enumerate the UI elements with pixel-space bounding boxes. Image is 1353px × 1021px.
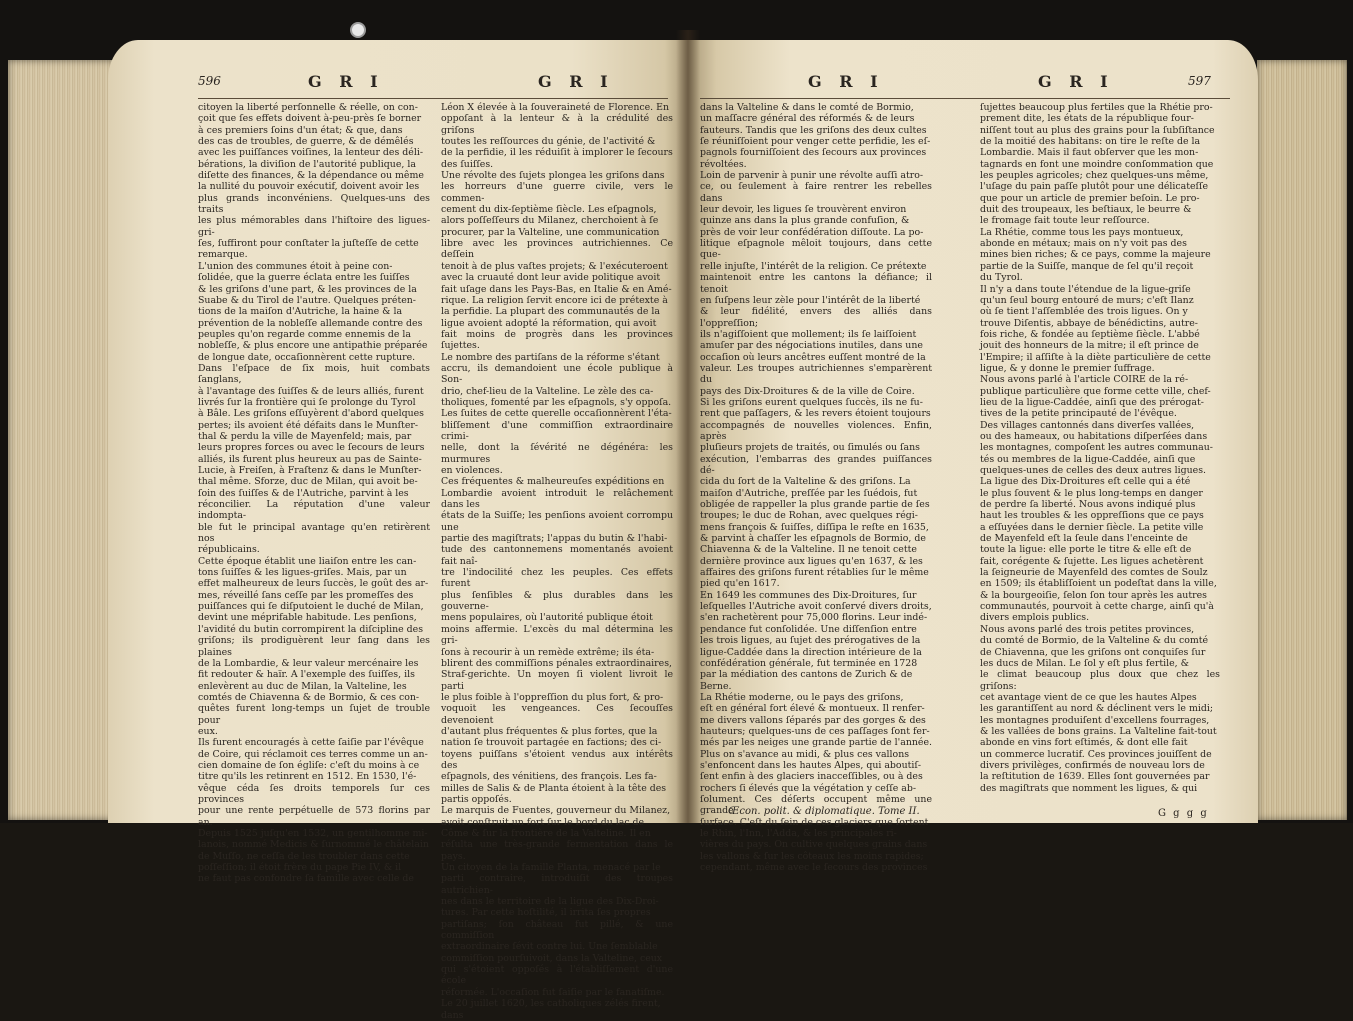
left-head-col2: G R I xyxy=(538,72,614,91)
clip-icon xyxy=(350,22,366,38)
right-column-1: dans la Valteline & dans le comté de Bormio, un maſſacre général des réformés & de leurs fauteurs. Tandis que les griſons des deux cultes ſe réuniſſoient pour venger cette perfidie, les eſ- pagnols fourniſſoient des ſecours aux provinces révoltées. Loin de parvenir à punir une révolte auſſi atro- ce, ou ſeulement à faire rentrer les rebelles dans leur devoir, les ligues ſe trouvèrent environ quinze ans dans la plus grande confuſion, & près de voir leur confédération diſſoute. La po- litique eſpagnole mêloit toujours, dans cette que- relle injuſte, l'intérêt de la religion. Ce prétexte maintenoit entre les cantons la défiance; il tenoit en ſuſpens leur zèle pour l'intérêt de la liberté & leur fidélité, envers des alliés dans l'oppreſſion; ils n'agiſſoient que mollement; ils ſe laiſſoient amuſer par des négociations inutiles, dans une occaſion où leurs ancêtres euſſent montré de la valeur. Les troupes autrichiennes s'emparèrent du pays des Dix-Droitures & de la ville de Coire. Si les griſons eurent quelques ſuccès, ils ne fu- rent que paſſagers, & les revers étoient toujours accompagnés de nouvelles violences. Enfin, après pluſieurs projets de traités, ou ſimulés ou ſans exécution, l'embarras des grandes puiſſances dé- cida du ſort de la Valteline & des griſons. La maiſon d'Autriche, preſſée par les ſuédois, fut obligée de rappeller la plus grande partie de ſes troupes; le duc de Rohan, avec quelques régi- mens françois & ſuiſſes, diſſipa le reſte en 1635, & parvint à chaſſer les eſpagnols de Bormio, de Chiavenna & de la Valteline. Il ne tenoit cette dernière province aux ligues qu'en 1637, & les affaires des griſons furent rétablies ſur le même pied qu'en 1617. En 1649 les communes des Dix-Droitures, ſur leſquelles l'Autriche avoit conſervé divers droits, s'en rachetèrent pour 75,000 florins. Leur indé- pendance fut conſolidée. Une diſſenſion entre les trois ligues, au ſujet des prérogatives de la ligue-Caddée dans la direction intérieure de la confédération générale, fut terminée en 1728 par la médiation des cantons de Zurich & de Berne. La Rhétie moderne, ou le pays des griſons, eſt en général fort élevé & montueux. Il renfer- me divers vallons ſéparés par des gorges & des hauteurs; quelques-uns de ces paſſages ſont fer- més par les neiges une grande partie de l'année. Plus on s'avance au midi, & plus ces vallons s'enfoncent dans les hautes Alpes, qui aboutiſ- ſent enfin à des glaciers inacceſſibles, ou à des rochers ſi élevés que la végétation y ceſſe ab- ſolument. Ces déſerts occupent même une grande ſurface. C'eſt du ſein de ces glaciers que ſortent le Rhin, l'Inn, l'Adda, & les principales ri- vières du pays. On cultive quelques grains dans les vallons & ſur les côteaux les moins rapides; cependant, même avec le ſecours des provinces xyxy=(700,102,932,874)
left-page-edges xyxy=(8,60,118,820)
right-head-col1: G R I xyxy=(808,72,884,91)
right-signature-mark: G g g g xyxy=(1158,808,1209,819)
left-page xyxy=(108,40,688,1021)
right-footer-title: Œcon. polit. & diplomatique. Tome II. xyxy=(728,806,920,817)
left-page-number: 596 xyxy=(198,74,221,88)
right-head-col2: G R I xyxy=(1038,72,1114,91)
left-running-head xyxy=(108,72,688,94)
right-page xyxy=(688,40,1258,874)
right-header-rule xyxy=(700,98,1230,99)
right-running-head xyxy=(688,72,1258,94)
book-gutter xyxy=(676,30,700,823)
left-head-col1: G R I xyxy=(308,72,384,91)
right-page-edges xyxy=(1257,60,1347,820)
left-column-2: Léon X élevée à la ſouveraineté de Florence. En oppoſant à la lenteur & à la crédulité des griſons toutes les reſſources du génie, de l'activité & de la perfidie, il les réduiſit à implorer le ſecours des ſuiſſes. Une révolte des ſujets plongea les griſons dans les horreurs d'une guerre civile, vers le commen- cement du dix-ſeptième ſiècle. Les eſpagnols, alors poſſeſſeurs du Milanez, cherchoient à ſe procurer, par la Valteline, une communication libre avec les provinces autrichiennes. Ce deſſein tenoit à de plus vaſtes projets; & l'exécuteroent avec la cruauté dont leur avide politique avoit fait uſage dans les Pays-Bas, en Italie & en Amé- rique. La religion ſervit encore ici de prétexte à la perfidie. La plupart des communautés de la ligue avoient adopté la réformation, qui avoit fait moins de progrès dans les provinces ſujettes. Le nombre des partiſans de la réforme s'étant accru, ils demandoient une école publique à Son- drio, chef-lieu de la Valteline. Le zèle des ca- tholiques, fomenté par les eſpagnols, s'y oppoſa. Les ſuites de cette querelle occaſionnèrent l'éta- bliſſement d'une commiſſion extraordinaire crimi- nelle, dont la ſévérité ne dégénéra: les murmures en violences. Ces fréquentes & malheureuſes expéditions en Lombardie avoient introduit le relâchement dans les états de la Suiſſe; les penſions avoient corrompu une partie des magiſtrats; l'appas du butin & l'habi- tude des cantonnemens momentanés avoient fait naî- tre l'indocilité chez les peuples. Ces effets furent plus ſenſibles & plus durables dans les gouverne- mens populaires, où l'autorité publique étoit moins affermie. L'excès du mal détermina les gri- ſons à recourir à un remède extrême; ils éta- blirent des commiſſions pénales extraordinaires, Straf-gerichte. Un moyen ſi violent livroit le parti le plus foible à l'oppreſſion du plus fort, & pro- voquoit les vengeances. Ces ſecouſſes devenoient d'autant plus fréquentes & plus fortes, que la nation ſe trouvoit partagée en factions; des ci- toyens puiſſans s'étoient vendus aux intérêts des eſpagnols, des vénitiens, des françois. Les fa- milles de Salis & de Planta étoient à la tête des partis oppoſés. Le marquis de Fuentes, gouverneur du Milanez, avoit conſtruit un fort ſur le bord du lac de Côme & ſur la frontière de la Valteline. Il en réſulta une très-grande fermentation dans le pays. Un citoyen de la famille Planta, menacé par le parti contraire, introduiſit des troupes autrichien- nes dans le territoire de la ligue des Dix-Droi- tures. Par cette hoſtilité, il irrita ſes propres partiſans; ſon château fut pillé, & une commiſſion extraordinaire ſévit contre lui. Une ſemblable commiſſion pourſuivoit, dans la Valteline, ceux qui s'étoient oppoſés à l'établiſſement d'une école réformée. L'occaſion fut ſaiſie par le fanatiſme. Le 20 juillet 1620, les catholiques zélés firent, dans xyxy=(441,102,673,1021)
left-header-rule xyxy=(198,98,668,99)
left-column-1: citoyen la liberté perſonnelle & réelle, on con- çoit que ſes effets doivent à-peu-près ſe borner à ces premiers ſoins d'un état; & que, dans des cas de troubles, de guerre, & de démêlés avec les puiſſances voiſines, la lenteur des déli- bérations, la diviſion de l'autorité publique, la diſette des finances, & la dépendance ou même la nullité du pouvoir exécutif, doivent avoir les plus grands inconvéniens. Quelques-uns des traits les plus mémorables dans l'hiſtoire des ligues-gri- ſes, ſuffiront pour conſtater la juſteſſe de cette remarque. L'union des communes étoit à peine con- ſolidée, que la guerre éclata entre les ſuiſſes & les griſons d'une part, & les provinces de la Suabe & du Tirol de l'autre. Quelques préten- tions de la maiſon d'Autriche, la haine & la prévention de la nobleſſe allemande contre des peuples qu'on regarde comme ennemis de la nobleſſe, & plus encore une antipathie préparée de longue date, occaſionnèrent cette rupture. Dans l'eſpace de ſix mois, huit combats ſanglans, à l'avantage des ſuiſſes & de leurs alliés, furent livrés ſur la frontière qui ſe prolonge du Tyrol à Bâle. Les griſons eſſuyèrent d'abord quelques pertes; ils avoient été défaits dans le Munſter- thal & perdu la ville de Mayenfeld; mais, par leurs propres forces ou avec le ſecours de leurs alliés, ils furent plus heureux au pas de Sainte- Lucie, à Freiſen, à Fraſtenz & dans le Munſter- thal même. Sforze, duc de Milan, qui avoit be- ſoin des ſuiſſes & de l'Autriche, parvint à les réconcilier. La réputation d'une valeur indompta- ble fut le principal avantage qu'en retirèrent nos républicains. Cette époque établit une liaiſon entre les can- tons ſuiſſes & les ligues-griſes. Mais, par un effet malheureux de leurs ſuccès, le goût des ar- mes, réveillé ſans ceſſe par les promeſſes des puiſſances qui ſe diſputoient le duché de Milan, devint une méprifable habitude. Les penſions, l'avidité du butin corrompirent la diſcipline des griſons; ils prodiguèrent leur ſang dans les plaines de la Lombardie, & leur valeur mercénaire les fit redouter & haïr. A l'exemple des ſuiſſes, ils enlevèrent au duc de Milan, la Valteline, les comtés de Chiavenna & de Bormio, & ces con- quêtes furent long-temps un ſujet de trouble pour eux. Ils furent encouragés à cette ſaiſie par l'évêque de Coire, qui réclamoit ces terres comme un an- cien domaine de ſon égliſe: c'eſt du moins à ce titre qu'ils les retinrent en 1512. En 1530, l'é- vêque céda ſes droits temporels ſur ces provinces pour une rente perpétuelle de 573 florins par an. Depuis 1525 juſqu'en 1532, un gentilhomme mi- lanois, nommé Medicis & ſurnommé le châtelain de Muſſo, ne ceſſa de les troubler dans cette poſſeſſion; il étoit frère du pape Pie IV, & il ne faut pas confondre ſa famille avec celle de xyxy=(198,102,430,885)
right-column-2: ſujettes beaucoup plus fertiles que la Rhétie pro- prement dite, les états de la république four- niſſent tout au plus des grains pour la ſubſiſtance de la moitié des habitans: on tire le reſte de la Lombardie. Mais il faut obſerver que les mon- tagnards en font une moindre conſommation que les peuples agricoles; chez quelques-uns même, l'uſage du pain paſſe plutôt pour une délicateſſe que pour un article de premier beſoin. Le pro- duit des troupeaux, les beſtiaux, le beurre & le fromage fait toute leur reſſource. La Rhétie, comme tous les pays montueux, abonde en métaux; mais on n'y voit pas des mines bien riches; & ce pays, comme la majeure partie de la Suiſſe, manque de ſel qu'il reçoit du Tyrol. Il n'y a dans toute l'étendue de la ligue-griſe qu'un ſeul bourg entouré de murs; c'eſt Ilanz où ſe tient l'aſſemblée des trois ligues. On y trouve Diſentis, abbaye de bénédictins, autre- fois riche, & fondée au ſeptième ſiècle. L'abbé jouit des honneurs de la mitre; il eſt prince de l'Empire; il aſſiſte à la diète particulière de cette ligue, & y donne le premier ſuffrage. Nous avons parlé à l'article COIRE de la ré- publique particulière que forme cette ville, chef- lieu de la ligue-Caddée, ainſi que des prérogat- tives de la petite principauté de l'évêque. Des villages cantonnés dans diverſes vallées, ou des hameaux, ou habitations diſperſées dans les montagnes, compoſent les autres communau- tés ou membres de la ligue-Caddée, ainſi que quelques-unes de celles des deux autres ligues. La ligue des Dix-Droitures eſt celle qui a été le plus ſouvent & le plus long-temps en danger de perdre ſa liberté. Nous avons indiqué plus haut les troubles & les oppreſſions que ce pays a eſſuyées dans le dernier ſiècle. La petite ville de Mayenfeld eſt la ſeule dans l'enceinte de toute la ligue: elle porte le titre & elle eſt de fait, corégente & ſujette. Les ligues achetèrent la ſeigneurie de Mayenfeld des comtes de Soulz en 1509; ils établiſſoient un podeſtat dans la ville, & la bourgeoiſie, ſelon ſon tour après les autres communautés, pourvoit à cette charge, ainſi qu'à divers emplois publics. Nous avons parlé des trois petites provinces, du comté de Bormio, de la Valteline & du comté de Chiavenna, que les griſons ont conquiſes ſur les ducs de Milan. Le ſol y eſt plus fertile, & le climat beaucoup plus doux que chez les griſons: cet avantage vient de ce que les hautes Alpes les garantiſſent au nord & déclinent vers le midi; les montagnes produiſent d'excellens fourrages, & les vallées de bons grains. La Valteline fait-tout abonde en vins fort eſtimés, & dont elle fait un commerce lucratif. Ces provinces jouiſſent de divers privilèges, confirmés de nouveau lors de la reſtitution de 1639. Elles ſont gouvernées par des magiſtrats que nomment les ligues, & qui xyxy=(980,102,1220,794)
right-page-number: 597 xyxy=(1188,74,1211,88)
